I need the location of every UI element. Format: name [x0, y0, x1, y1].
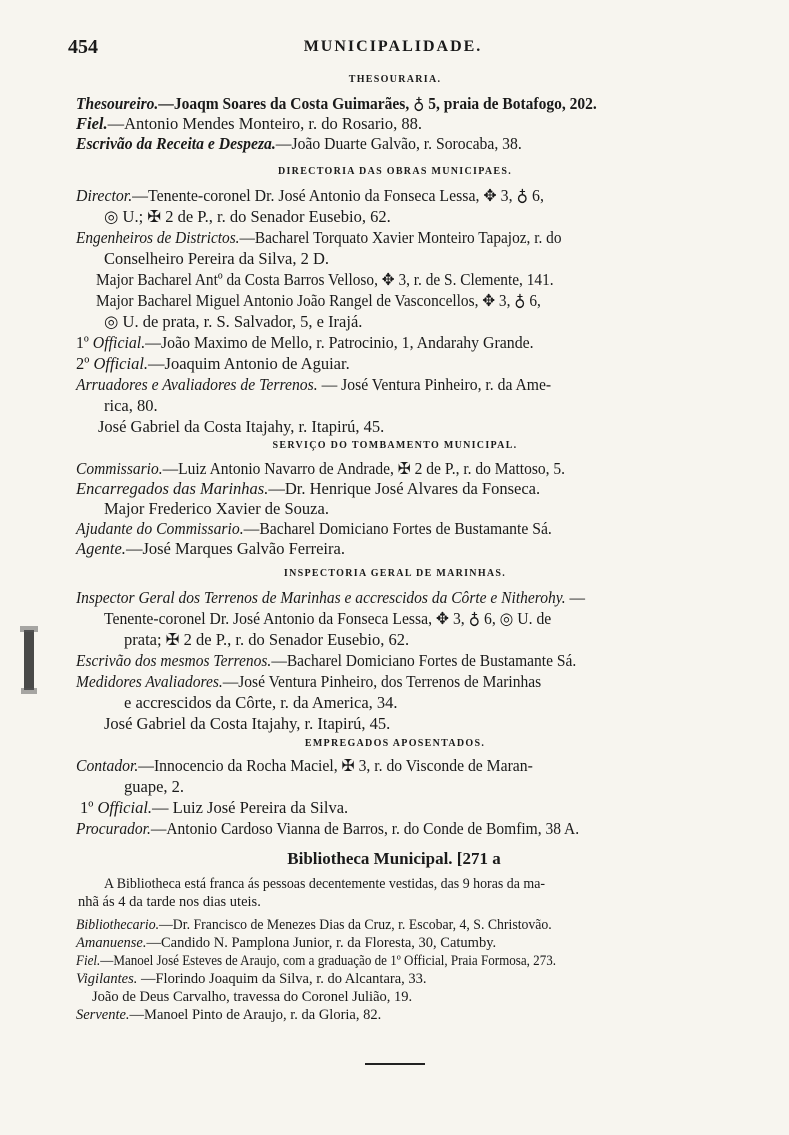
entry-line: ◎ U.; ✠ 2 de P., r. do Senador Eusebio, 62. [104, 207, 391, 226]
entry-line: Major Bacharel Miguel Antonio João Rangel de Vasconcellos, ✥ 3, ♁ 6, [96, 291, 541, 310]
entry-line: Procurador.—Antonio Cardoso Vianna de Barros, r. do Conde de Bomfim, 38 A. [76, 819, 580, 838]
entry-line: guape, 2. [124, 777, 185, 796]
entry-line: Contador.—Innocencio da Rocha Maciel, ✠ 3, r. do Visconde de Maran- [76, 756, 533, 775]
entry-line: rica, 80. [104, 396, 158, 415]
entry-line: Medidores Avaliadores.—José Ventura Pinheiro, dos Terrenos de Marinhas [76, 672, 542, 691]
entry-line: Servente.—Manoel Pinto de Araujo, r. da Gloria, 82. [76, 1007, 382, 1023]
section-heading-marinhas: INSPECTORIA GERAL DE MARINHAS. [283, 568, 507, 579]
entry-line: José Gabriel da Costa Itajahy, r. Itapirú, 45. [104, 714, 391, 733]
entry-line: prata; ✠ 2 de P., r. do Senador Eusebio, 62. [124, 630, 410, 649]
entry-line: José Gabriel da Costa Itajahy, r. Itapirú, 45. [98, 417, 385, 436]
entry-line: e accrescidos da Côrte, r. da America, 34. [124, 693, 398, 712]
running-title: MUNICIPALIDADE. [303, 38, 483, 55]
margin-stamp-mark [18, 626, 40, 694]
entry-line: Amanuense.—Candido N. Pamplona Junior, r. da Floresta, 30, Catumby. [76, 935, 497, 951]
bibliotheca-title: Bibliotheca Municipal. [271 a [287, 849, 501, 868]
entry-line: Escrivão dos mesmos Terrenos.—Bacharel Domiciano Fortes de Bustamante Sá. [76, 651, 577, 670]
entry-line: Agente.—José Marques Galvão Ferreira. [76, 539, 345, 558]
entry-line: Conselheiro Pereira da Silva, 2 D. [104, 249, 329, 268]
page-number: 454 [68, 36, 98, 58]
entry-line: Major Frederico Xavier de Souza. [104, 499, 329, 518]
entry-line: Fiel.—Manoel José Esteves de Araujo, com a graduação de 1º Official, Praia Formosa, 273. [76, 953, 557, 969]
section-heading-obras: DIRECTORIA DAS OBRAS MUNICIPAES. [277, 166, 513, 177]
section-heading-aposentados: EMPREGADOS APOSENTADOS. [304, 738, 486, 749]
entry-line: Arruadores e Avaliadores de Terrenos. — José Ventura Pinheiro, r. da Ame- [76, 375, 552, 394]
section-heading-tombamento: SERVIÇO DO TOMBAMENTO MUNICIPAL. [272, 440, 518, 451]
entry-line: Vigilantes. —Florindo Joaquim da Silva, r. do Alcantara, 33. [76, 971, 427, 987]
entry-line: Commissario.—Luiz Antonio Navarro de Andrade, ✠ 2 de P., r. do Mattoso, 5. [76, 459, 566, 478]
page-header [68, 36, 718, 62]
entry-line: Bibliothecario.—Dr. Francisco de Menezes Dias da Cruz, r. Escobar, 4, S. Christovão. [76, 917, 552, 933]
entry-line: Inspector Geral dos Terrenos de Marinhas e accrescidos da Côrte e Nitherohy. — [76, 588, 586, 607]
paragraph-line: nhã ás 4 da tarde nos dias uteis. [78, 894, 261, 910]
entry-line: Director.—Tenente-coronel Dr. José Antonio da Fonseca Lessa, ✥ 3, ♁ 6, [76, 186, 544, 205]
entry-line: Fiel.—Antonio Mendes Monteiro, r. do Rosario, 88. [76, 114, 423, 133]
entry-line: Escrivão da Receita e Despeza.—João Duarte Galvão, r. Sorocaba, 38. [76, 134, 522, 153]
entry-line: Ajudante do Commissario.—Bacharel Domiciano Fortes de Bustamante Sá. [76, 519, 552, 538]
entry-line: Major Bacharel Antº da Costa Barros Velloso, ✥ 3, r. de S. Clemente, 141. [96, 270, 554, 289]
entry-line: 1º Official.—João Maximo de Mello, r. Patrocinio, 1, Andarahy Grande. [76, 333, 534, 352]
entry-line: ◎ U. de prata, r. S. Salvador, 5, e Irajá. [104, 312, 363, 331]
entry-line: João de Deus Carvalho, travessa do Coronel Julião, 19. [92, 989, 413, 1005]
entry-line: Encarregados das Marinhas.—Dr. Henrique José Alvares da Fonseca. [76, 479, 541, 498]
paragraph-line: A Bibliotheca está franca ás pessoas decentemente vestidas, das 9 horas da ma- [104, 876, 546, 892]
section-heading-thesouraria: THESOURARIA. [348, 74, 442, 85]
entry-line: Tenente-coronel Dr. José Antonio da Fonseca Lessa, ✥ 3, ♁ 6, ◎ U. de [104, 609, 552, 628]
closing-rule [365, 1063, 425, 1065]
entry-line: Thesoureiro.—Joaqm Soares da Costa Guimarães, ♁ 5, praia de Botafogo, 202. [76, 94, 597, 113]
entry-line: 2º Official.—Joaquim Antonio de Aguiar. [76, 354, 350, 373]
entry-line: 1º Official.— Luiz José Pereira da Silva. [80, 798, 349, 817]
entry-line: Engenheiros de Districtos.—Bacharel Torquato Xavier Monteiro Tapajoz, r. do [76, 228, 562, 247]
